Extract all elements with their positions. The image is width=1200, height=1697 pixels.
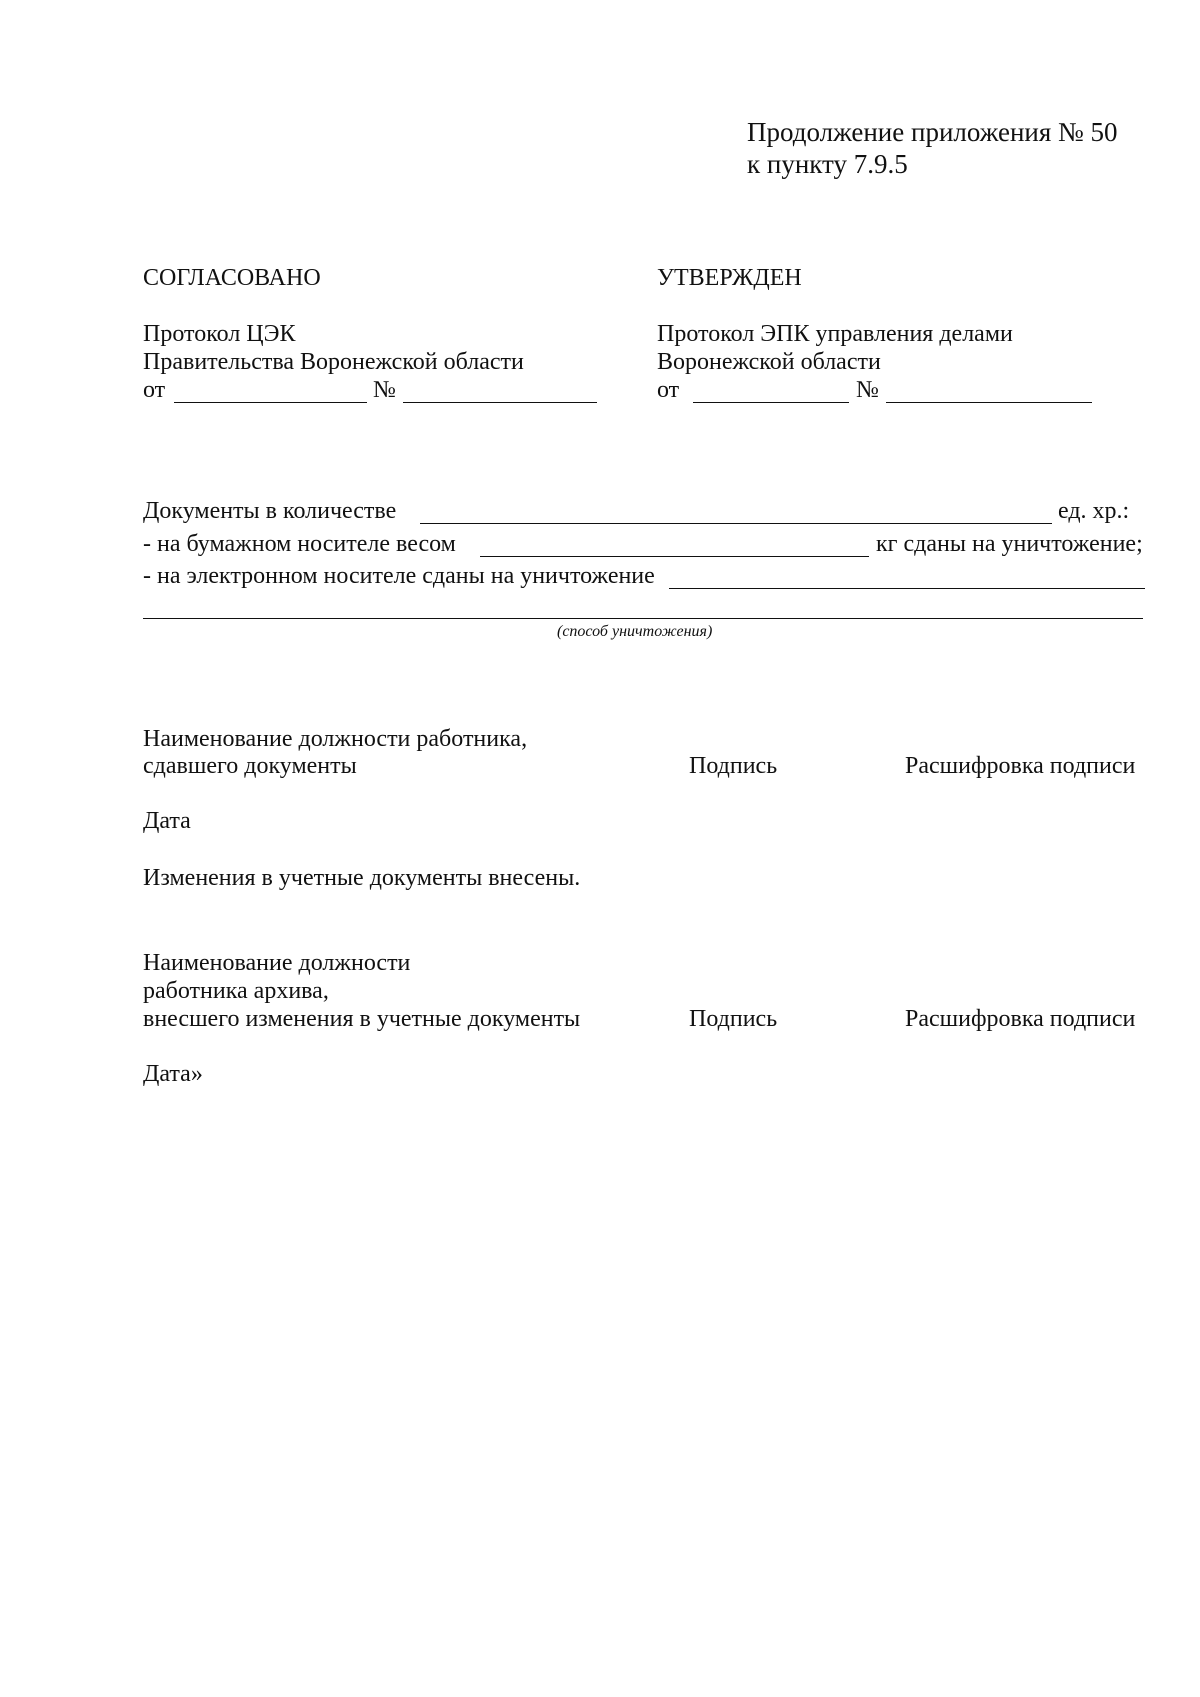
employee-position-line1: Наименование должности работника, xyxy=(143,726,528,752)
agreed-from-label: от xyxy=(143,377,166,403)
documents-count-field[interactable] xyxy=(420,523,1052,524)
archivist-position-line1: Наименование должности xyxy=(143,950,411,976)
appendix-point-reference: к пункту 7.9.5 xyxy=(747,149,908,179)
archivist-position-line3: внесшего изменения в учетные документы xyxy=(143,1006,581,1032)
approved-number-field[interactable] xyxy=(886,402,1092,403)
approved-heading: УТВЕРЖДЕН xyxy=(657,265,802,291)
documents-count-label: Документы в количестве xyxy=(143,498,397,524)
changes-recorded-note: Изменения в учетные документы внесены. xyxy=(143,865,581,891)
agreed-protocol-line2: Правительства Воронежской области xyxy=(143,349,524,375)
agreed-number-field[interactable] xyxy=(403,402,597,403)
approved-date-field[interactable] xyxy=(693,402,849,403)
agreed-protocol-line1: Протокол ЦЭК xyxy=(143,321,296,347)
archivist-position-line2: работника архива, xyxy=(143,978,329,1004)
electronic-media-field[interactable] xyxy=(669,588,1145,589)
archivist-date-label: Дата» xyxy=(143,1061,203,1087)
paper-weight-unit: кг сданы на уничтожение; xyxy=(876,531,1143,557)
employee-position-line2: сдавшего документы xyxy=(143,753,357,779)
approved-from-label: от xyxy=(657,377,680,403)
paper-weight-label: - на бумажном носителе весом xyxy=(143,531,456,557)
documents-count-unit: ед. хр.: xyxy=(1058,498,1130,524)
paper-weight-field[interactable] xyxy=(480,556,869,557)
employee-signature-label: Подпись xyxy=(689,753,778,779)
archivist-signature-decode-label: Расшифровка подписи xyxy=(905,1006,1136,1032)
electronic-media-label: - на электронном носителе сданы на уничтожение xyxy=(143,563,655,589)
agreed-heading: СОГЛАСОВАНО xyxy=(143,265,321,291)
approved-protocol-line2: Воронежской области xyxy=(657,349,881,375)
agreed-number-sign: № xyxy=(373,377,396,403)
agreed-date-field[interactable] xyxy=(174,402,367,403)
approved-protocol-line1: Протокол ЭПК управления делами xyxy=(657,321,1013,347)
destruction-method-field[interactable] xyxy=(143,618,1143,619)
archivist-signature-label: Подпись xyxy=(689,1006,778,1032)
approved-number-sign: № xyxy=(856,377,879,403)
employee-signature-decode-label: Расшифровка подписи xyxy=(905,753,1136,779)
destruction-method-caption: (способ уничтожения) xyxy=(557,623,713,640)
appendix-continuation-title: Продолжение приложения № 50 xyxy=(747,117,1118,147)
employee-date-label: Дата xyxy=(143,808,191,834)
